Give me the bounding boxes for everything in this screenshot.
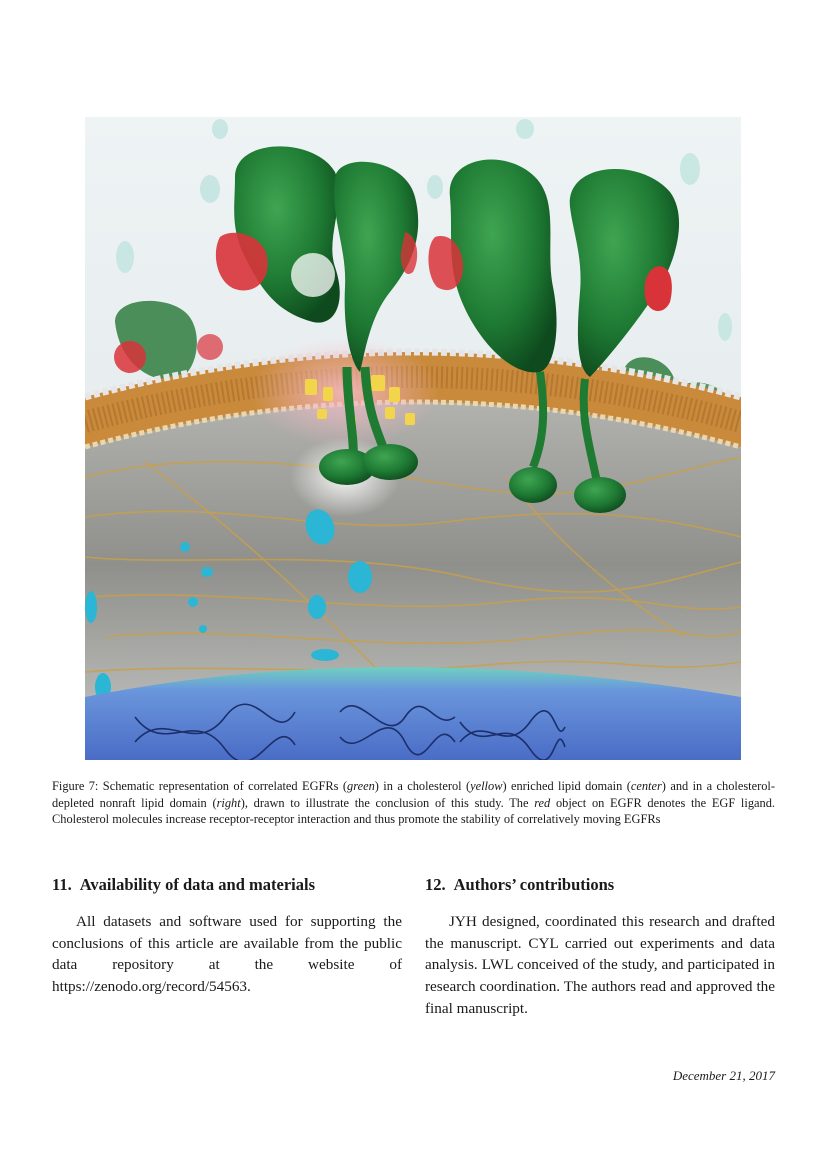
- section-title: Authors’ contributions: [453, 875, 615, 894]
- caption-text: ) in a cholesterol (: [374, 779, 471, 793]
- caption-emph-green: green: [347, 779, 375, 793]
- caption-text: Schematic representation of correlated EGFRs (: [102, 779, 348, 793]
- section-number: 12.: [425, 875, 446, 894]
- figure-caption: [52, 778, 775, 828]
- caption-emph-yellow: yellow: [470, 779, 503, 793]
- caption-text: object on EGFR denotes the EGF ligand. Cholesterol molecules increase receptor-receptor interaction and thus promote the stability of correlatively moving EGFRs: [52, 795, 775, 827]
- caption-label: Figure 7:: [52, 779, 99, 793]
- figure-7-illustration: [85, 117, 741, 760]
- caption-emph-right: right: [216, 795, 241, 810]
- caption-text: ), drawn to illustrate the conclusion of this study. The: [240, 795, 535, 810]
- section-availability: [52, 874, 402, 998]
- section-body: JYH designed, coordinated this research and drafted the manuscript. CYL carried out experiments and data analysis. LWL conceived of the study, and participated in research coordination. The authors read and approved the final manuscript.: [425, 913, 775, 1017]
- caption-emph-center: center: [630, 779, 662, 793]
- section-title: Availability of data and materials: [79, 875, 315, 894]
- footer-date: December 21, 2017: [672, 1068, 775, 1083]
- section-heading: [425, 874, 775, 896]
- egfr-schematic: [85, 117, 741, 760]
- section-heading: [52, 874, 402, 896]
- section-body: All datasets and software used for supporting the conclusions of this article are available from the public data repository at the website of https://zenodo.org/record/54563.: [52, 913, 402, 996]
- caption-emph-red: red: [534, 795, 551, 810]
- caption-text: ) enriched lipid domain (: [502, 779, 631, 793]
- caption-text: ) and in a cholesterol-depleted nonraft lipid domain (: [52, 779, 776, 810]
- section-number: 11.: [52, 875, 72, 894]
- section-contributions: [425, 874, 775, 1020]
